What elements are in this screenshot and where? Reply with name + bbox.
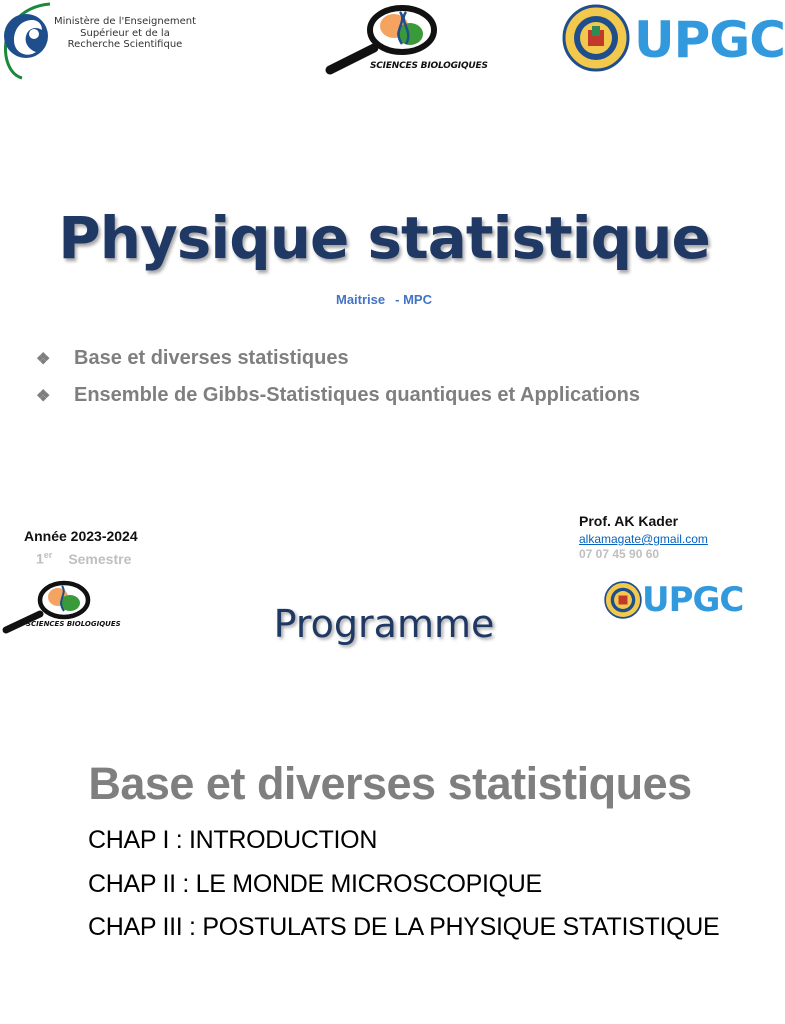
author-name: Prof. AK Kader xyxy=(579,513,679,529)
chapter-item: CHAP II : LE MONDE MICROSCOPIQUE xyxy=(88,869,542,898)
sb-logo-text: SCIENCES BIOLOGIQUES xyxy=(26,620,121,628)
ministry-line: Supérieur et de la xyxy=(80,27,170,39)
ministry-emblem-icon xyxy=(0,0,56,80)
sb-logo-text: SCIENCES BIOLOGIQUES xyxy=(370,61,488,71)
document-subtitle xyxy=(0,292,768,307)
topic-list xyxy=(36,340,640,414)
semester-word: Semestre xyxy=(68,550,132,567)
academic-year: Année 2023-2024 xyxy=(24,528,138,544)
semester-number: 1 xyxy=(36,550,44,567)
topic-item xyxy=(36,377,640,414)
upgc-logo-text: UPGC xyxy=(642,580,744,620)
topic-item xyxy=(36,340,640,377)
diamond-bullet-icon: ❖ xyxy=(36,387,51,405)
subtitle-level: Maitrise xyxy=(336,292,386,307)
university-seal-icon xyxy=(562,4,630,72)
programme-heading: Programme xyxy=(273,602,495,646)
ministry-line: Recherche Scientifique xyxy=(67,39,183,50)
upgc-logo xyxy=(562,4,785,74)
author-email-link[interactable]: alkamagate@gmail.com xyxy=(579,532,708,546)
chapter-item: CHAP I : INTRODUCTION xyxy=(88,826,378,854)
semester xyxy=(36,550,131,567)
topic-label: Base et diverses statistiques xyxy=(74,347,349,369)
ministry-line: Ministère de l'Enseignement xyxy=(53,16,197,27)
chapter-list xyxy=(88,826,719,957)
document-title: Physique statistique xyxy=(58,204,710,272)
topic-label: Ensemble de Gibbs-Statistiques quantiques et Applications xyxy=(74,384,641,406)
semester-ordinal: er xyxy=(43,550,53,560)
chapter-item: CHAP III : POSTULATS DE LA PHYSIQUE STATISTIQUE xyxy=(88,913,720,941)
sciences-biologiques-logo xyxy=(318,4,488,76)
author-phone: 07 07 45 90 60 xyxy=(579,547,660,561)
diamond-bullet-icon: ❖ xyxy=(36,350,51,368)
subtitle-program: - MPC xyxy=(395,292,432,307)
upgc-logo-text: UPGC xyxy=(634,11,785,69)
ministry-logo xyxy=(0,0,200,80)
section-title: Base et diverses statistiques xyxy=(88,758,692,809)
